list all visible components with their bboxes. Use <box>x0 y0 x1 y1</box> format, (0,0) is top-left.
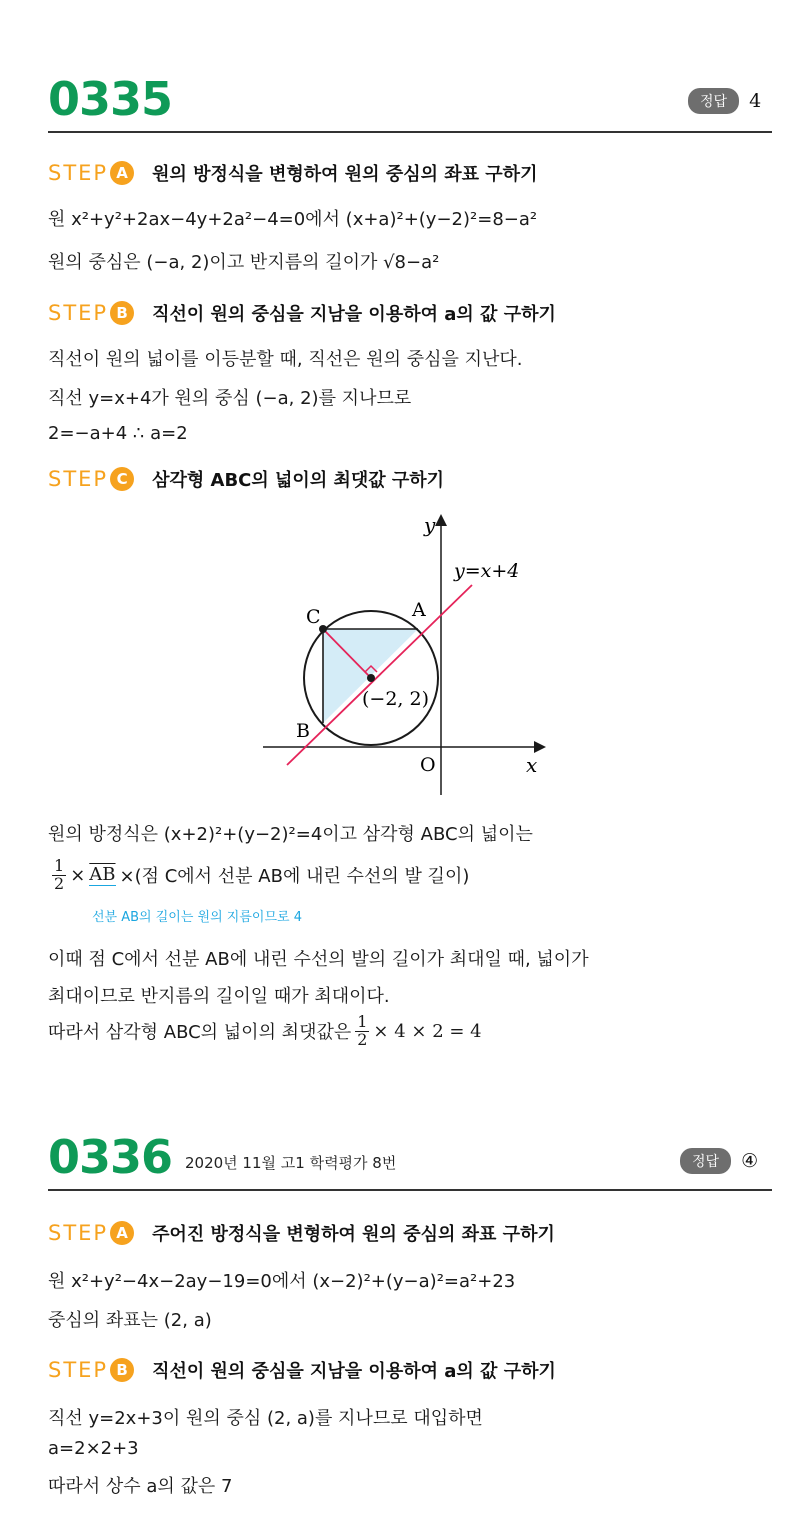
text-line: 직선 y=2x+3이 원의 중심 (2, a)를 지나므로 대입하면 <box>48 1408 483 1429</box>
fraction-denominator: 2 <box>54 873 65 893</box>
center-line: 중심의 좌표는 (2, a) <box>48 1310 212 1331</box>
fraction-denominator: 2 <box>357 1029 368 1049</box>
step-letter-badge: B <box>110 301 134 325</box>
step-b-heading <box>48 1357 556 1383</box>
equation-line: 원 x²+y²−4x−2ay−19=0에서 (x−2)²+(y−a)²=a²+23 <box>48 1271 516 1292</box>
step-title: 주어진 방정식을 변형하여 원의 중심의 좌표 구하기 <box>152 1224 555 1245</box>
answer-badge: 정답 <box>680 1148 731 1174</box>
problem-source: 2020년 11월 고1 학력평가 8번 <box>185 1154 397 1172</box>
header-divider <box>48 1189 772 1191</box>
times-sign: × <box>70 864 86 886</box>
point-a-label: A <box>412 599 426 621</box>
final-area-text: 따라서 삼각형 ABC의 넓이의 최댓값은 <box>48 1022 352 1044</box>
final-area-calculation: × 4 × 2 = 4 <box>373 1020 482 1042</box>
step-label: STEP <box>48 1221 109 1245</box>
step-title: 삼각형 ABC의 넓이의 최댓값 구하기 <box>152 470 445 491</box>
text-line: 직선이 원의 넓이를 이등분할 때, 직선은 원의 중심을 지난다. <box>48 349 523 370</box>
answer-badge: 정답 <box>688 88 739 114</box>
step-letter-badge: A <box>110 1221 134 1245</box>
step-title: 직선이 원의 중심을 지남을 이용하여 a의 값 구하기 <box>152 304 556 325</box>
area-formula-line <box>48 858 469 893</box>
step-title: 원의 방정식을 변형하여 원의 중심의 좌표 구하기 <box>152 164 538 185</box>
fraction-numerator: 1 <box>357 1012 368 1031</box>
calculation-line: a=2×2+3 <box>48 1438 139 1459</box>
step-label: STEP <box>48 161 109 185</box>
final-area-line <box>48 1014 482 1049</box>
fraction-one-half <box>52 858 66 893</box>
origin-label: O <box>420 754 436 776</box>
answer-box <box>680 1148 758 1174</box>
line-equation-label: y=x+4 <box>454 560 520 582</box>
conclusion-line: 따라서 상수 a의 값은 7 <box>48 1476 233 1497</box>
area-formula-text: ×(점 C에서 선분 AB에 내린 수선의 발 길이) <box>119 866 470 888</box>
equation-line: 원 x²+y²+2ax−4y+2a²−4=0에서 (x+a)²+(y−2)²=8−a² <box>48 209 538 230</box>
point-b-label: B <box>296 720 310 742</box>
step-label: STEP <box>48 1358 109 1382</box>
point-c-label: C <box>306 606 321 628</box>
step-label: STEP <box>48 467 109 491</box>
fraction-numerator: 1 <box>54 856 65 875</box>
center-radius-line: 원의 중심은 (−a, 2)이고 반지름의 길이가 √8−a² <box>48 252 440 273</box>
text-line: 직선 y=x+4가 원의 중심 (−a, 2)를 지나므로 <box>48 388 412 409</box>
center-coordinate-label: (−2, 2) <box>362 688 430 710</box>
step-title: 직선이 원의 중심을 지남을 이용하여 a의 값 구하기 <box>152 1361 556 1382</box>
step-a-heading <box>48 1220 555 1246</box>
segment-ab-symbol: $\overline{AB}$ <box>89 864 116 886</box>
problem-number: 0335 <box>48 72 173 126</box>
blue-annotation: 선분 AB의 길이는 원의 지름이므로 4 <box>92 910 302 925</box>
text-line: 이때 점 C에서 선분 AB에 내린 수선의 발의 길이가 최대일 때, 넓이가 <box>48 949 589 970</box>
x-axis-label: x <box>526 753 538 777</box>
circle-equation-line: 원의 방정식은 (x+2)²+(y−2)²=4이고 삼각형 ABC의 넓이는 <box>48 824 533 845</box>
step-letter-badge: B <box>110 1358 134 1382</box>
answer-value: 4 <box>749 90 762 112</box>
answer-value: ④ <box>741 1150 759 1172</box>
center-dot <box>367 674 375 682</box>
problem-number: 0336 <box>48 1130 173 1184</box>
step-letter-badge: A <box>110 161 134 185</box>
fraction-one-half <box>355 1014 369 1049</box>
result-line: 2=−a+4 ∴ a=2 <box>48 423 188 444</box>
step-label: STEP <box>48 301 109 325</box>
text-line: 최대이므로 반지름의 길이일 때가 최대이다. <box>48 986 390 1007</box>
step-letter-badge: C <box>110 467 134 491</box>
y-axis-label: y <box>424 513 436 537</box>
